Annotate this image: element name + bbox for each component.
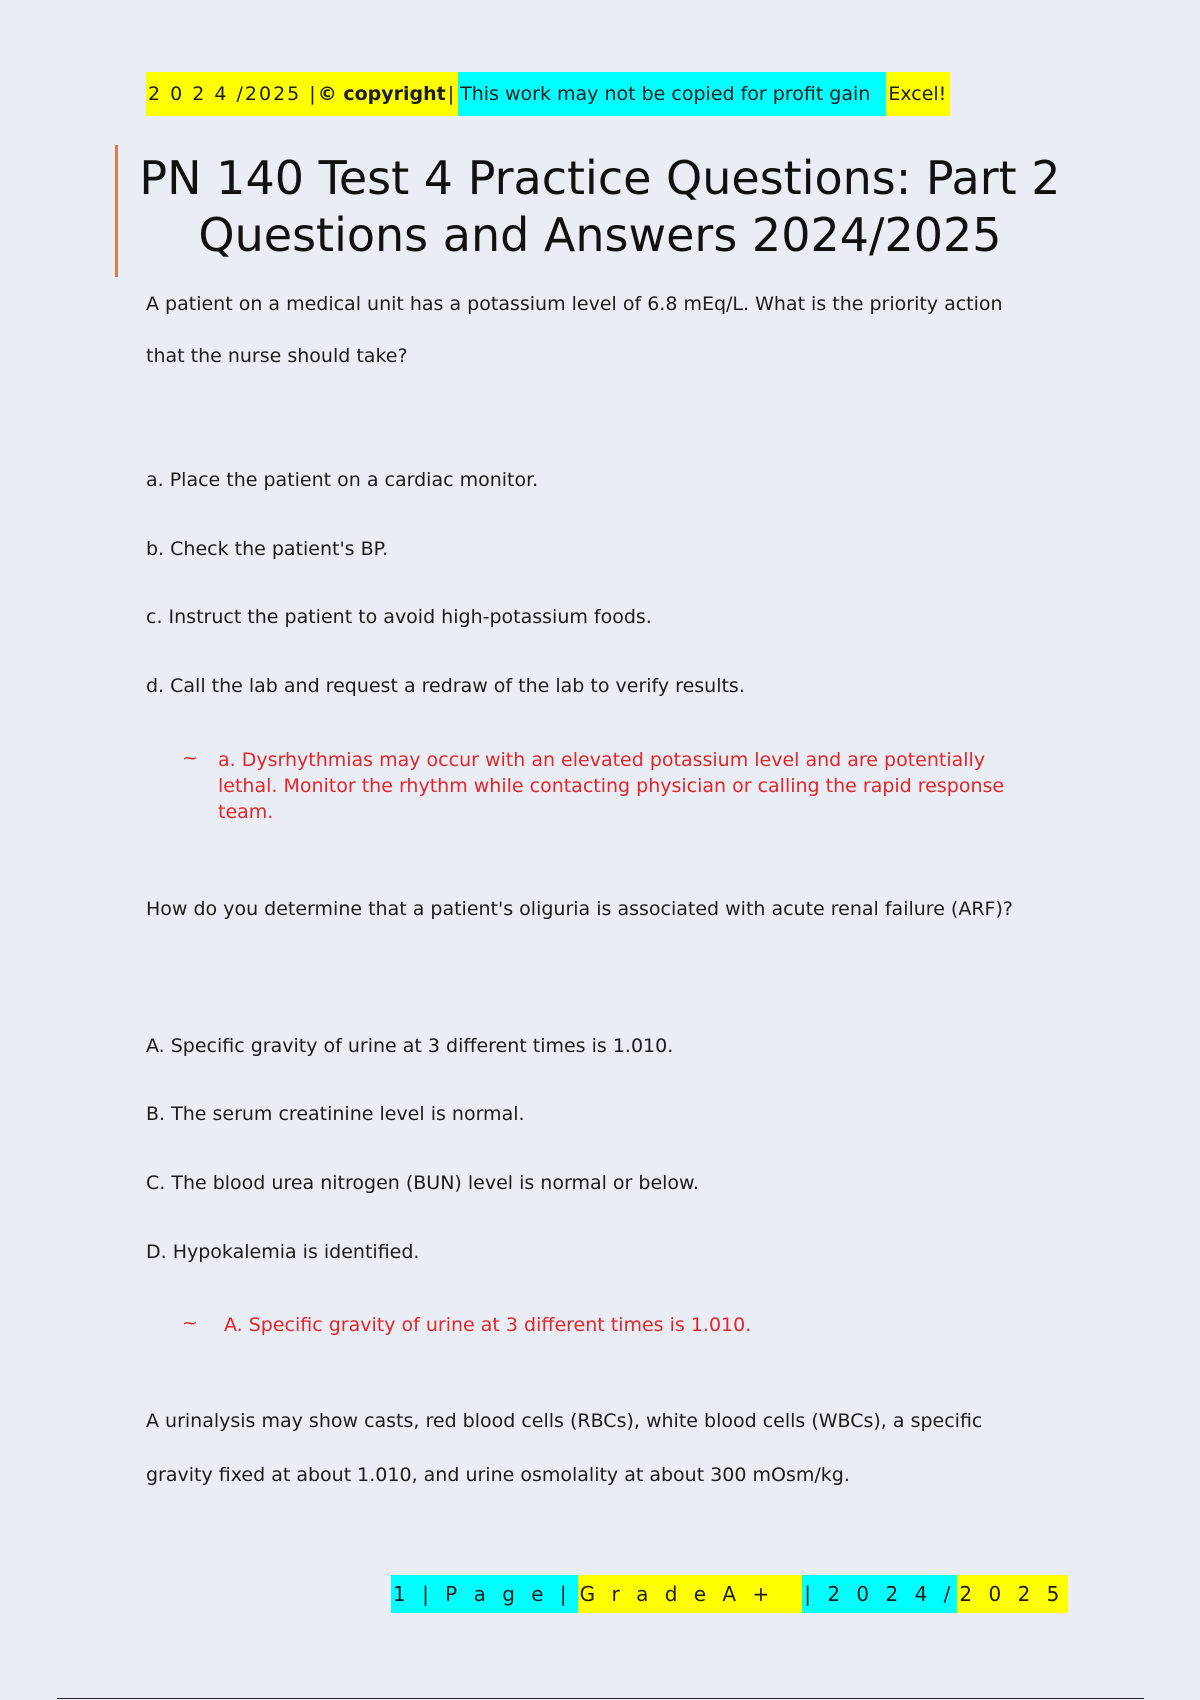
answer-1-marker: ~ xyxy=(182,747,198,769)
question-2-text: How do you determine that a patient's oliguria is associated with acute renal failure (ARF)? xyxy=(146,898,1013,920)
answer-2-marker: ~ xyxy=(182,1312,198,1334)
header-excel: Excel! xyxy=(886,72,950,116)
footer-year-end: 2 0 2 5 xyxy=(957,1575,1068,1613)
header-year: 2 0 2 4 /2025 | xyxy=(146,72,318,116)
question-2-option-a: A. Specific gravity of urine at 3 different times is 1.010. xyxy=(146,1035,674,1057)
question-2-answer: A. Specific gravity of urine at 3 different times is 1.010. xyxy=(224,1314,752,1336)
footer-year-start: | 2 0 2 4 / xyxy=(802,1575,957,1613)
title-accent-rule xyxy=(115,145,118,277)
page-title: PN 140 Test 4 Practice Questions: Part 2 Questions and Answers 2024/2025 xyxy=(139,151,1061,262)
question-1-answer: a. Dysrhythmias may occur with an elevated potassium level and are potentially lethal. Monitor the rhythm while contacting physician or calling the rapid response team. xyxy=(218,749,1005,823)
question-2-option-d: D. Hypokalemia is identified. xyxy=(146,1241,420,1263)
header-copyright: © copyright xyxy=(318,72,446,116)
page-footer xyxy=(391,1575,1068,1613)
question-1-text: A patient on a medical unit has a potassium level of 6.8 mEq/L. What is the priority action that the nurse should take? xyxy=(146,293,1003,367)
footer-grade: G r a d e A + xyxy=(578,1575,803,1613)
question-2-option-c: C. The blood urea nitrogen (BUN) level is normal or below. xyxy=(146,1172,699,1194)
question-1-option-a: a. Place the patient on a cardiac monitor. xyxy=(146,469,539,491)
bottom-divider xyxy=(57,1698,1144,1699)
question-1-option-d: d. Call the lab and request a redraw of the lab to verify results. xyxy=(146,675,745,697)
copyright-header xyxy=(146,72,950,116)
question-1-option-b: b. Check the patient's BP. xyxy=(146,538,389,560)
header-separator: | xyxy=(446,72,458,116)
header-notice: This work may not be copied for profit gain xyxy=(458,72,886,116)
question-2-explanation: A urinalysis may show casts, red blood cells (RBCs), white blood cells (WBCs), a specific gravity fixed at about 1.010, and urine osmolality at about 300 mOsm/kg. xyxy=(146,1410,983,1486)
question-2-option-b: B. The serum creatinine level is normal. xyxy=(146,1103,525,1125)
question-1-option-c: c. Instruct the patient to avoid high-potassium foods. xyxy=(146,606,652,628)
footer-page-number: 1 | P a g e | xyxy=(391,1575,578,1613)
